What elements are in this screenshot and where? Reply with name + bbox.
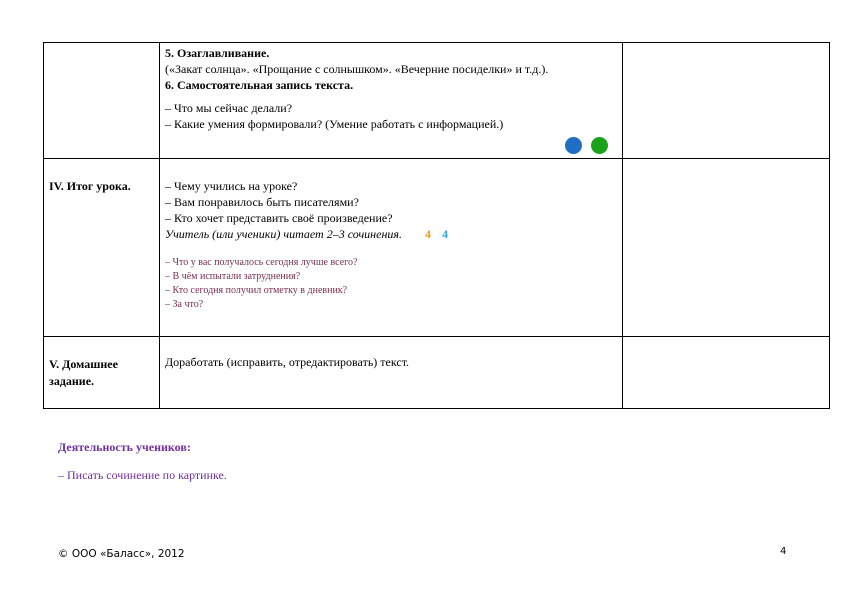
homework-text: Доработать (исправить, отредактировать) текст. bbox=[165, 355, 410, 369]
notes-cell bbox=[623, 337, 830, 409]
content-cell bbox=[160, 43, 623, 159]
teacher-note-text: Учитель (или ученики) читает 2–3 сочинения. bbox=[165, 227, 402, 241]
teacher-note bbox=[165, 226, 617, 242]
reflection-question: – Что у вас получалось сегодня лучше всего? bbox=[165, 257, 358, 268]
stage-title: задание. bbox=[49, 374, 95, 388]
question-line: – Что мы сейчас делали? bbox=[165, 101, 293, 115]
question-line: – Какие умения формировали? (Умение работать с информацией.) bbox=[165, 117, 504, 131]
students-activity-title: Деятельность учеников: bbox=[58, 440, 191, 454]
table-row bbox=[44, 159, 830, 337]
title-examples: («Закат солнца». «Прощание с солнышком». «Вечерние посиделки» и т.д.). bbox=[165, 62, 549, 76]
students-activity-text: – Писать сочинение по картинке. bbox=[58, 468, 227, 482]
stage-title: V. Домашнее bbox=[49, 357, 118, 371]
reflection-question: – В чём испытали затруднения? bbox=[165, 271, 301, 282]
question-line: – Кто хочет представить своё произведение? bbox=[165, 211, 393, 225]
stage-cell-empty bbox=[44, 43, 160, 159]
question-line: – Вам понравилось быть писателями? bbox=[165, 195, 359, 209]
question-line: – Чему учились на уроке? bbox=[165, 179, 298, 193]
step-title: 6. Самостоятельная запись текста. bbox=[165, 78, 354, 92]
notes-cell bbox=[623, 43, 830, 159]
stage-title: IV. Итог урока. bbox=[49, 179, 131, 193]
copyright: © ООО «Баласс», 2012 bbox=[58, 548, 185, 560]
content-cell bbox=[160, 159, 623, 337]
table-row bbox=[44, 43, 830, 159]
green-circle-icon bbox=[591, 137, 608, 154]
content-cell bbox=[160, 337, 623, 409]
stage-cell bbox=[44, 159, 160, 337]
table-row bbox=[44, 337, 830, 409]
grade-mark: 4 bbox=[424, 227, 431, 241]
stage-cell bbox=[44, 337, 160, 409]
notes-cell bbox=[623, 159, 830, 337]
page-number: 4 bbox=[780, 546, 787, 557]
reflection-question: – Кто сегодня получил отметку в дневник? bbox=[165, 285, 348, 296]
grade-mark: 4 bbox=[441, 227, 448, 241]
blue-circle-icon bbox=[565, 137, 582, 154]
lesson-table bbox=[43, 42, 830, 409]
reflection-question: – За что? bbox=[165, 299, 204, 310]
step-title: 5. Озаглавливание. bbox=[165, 46, 270, 60]
